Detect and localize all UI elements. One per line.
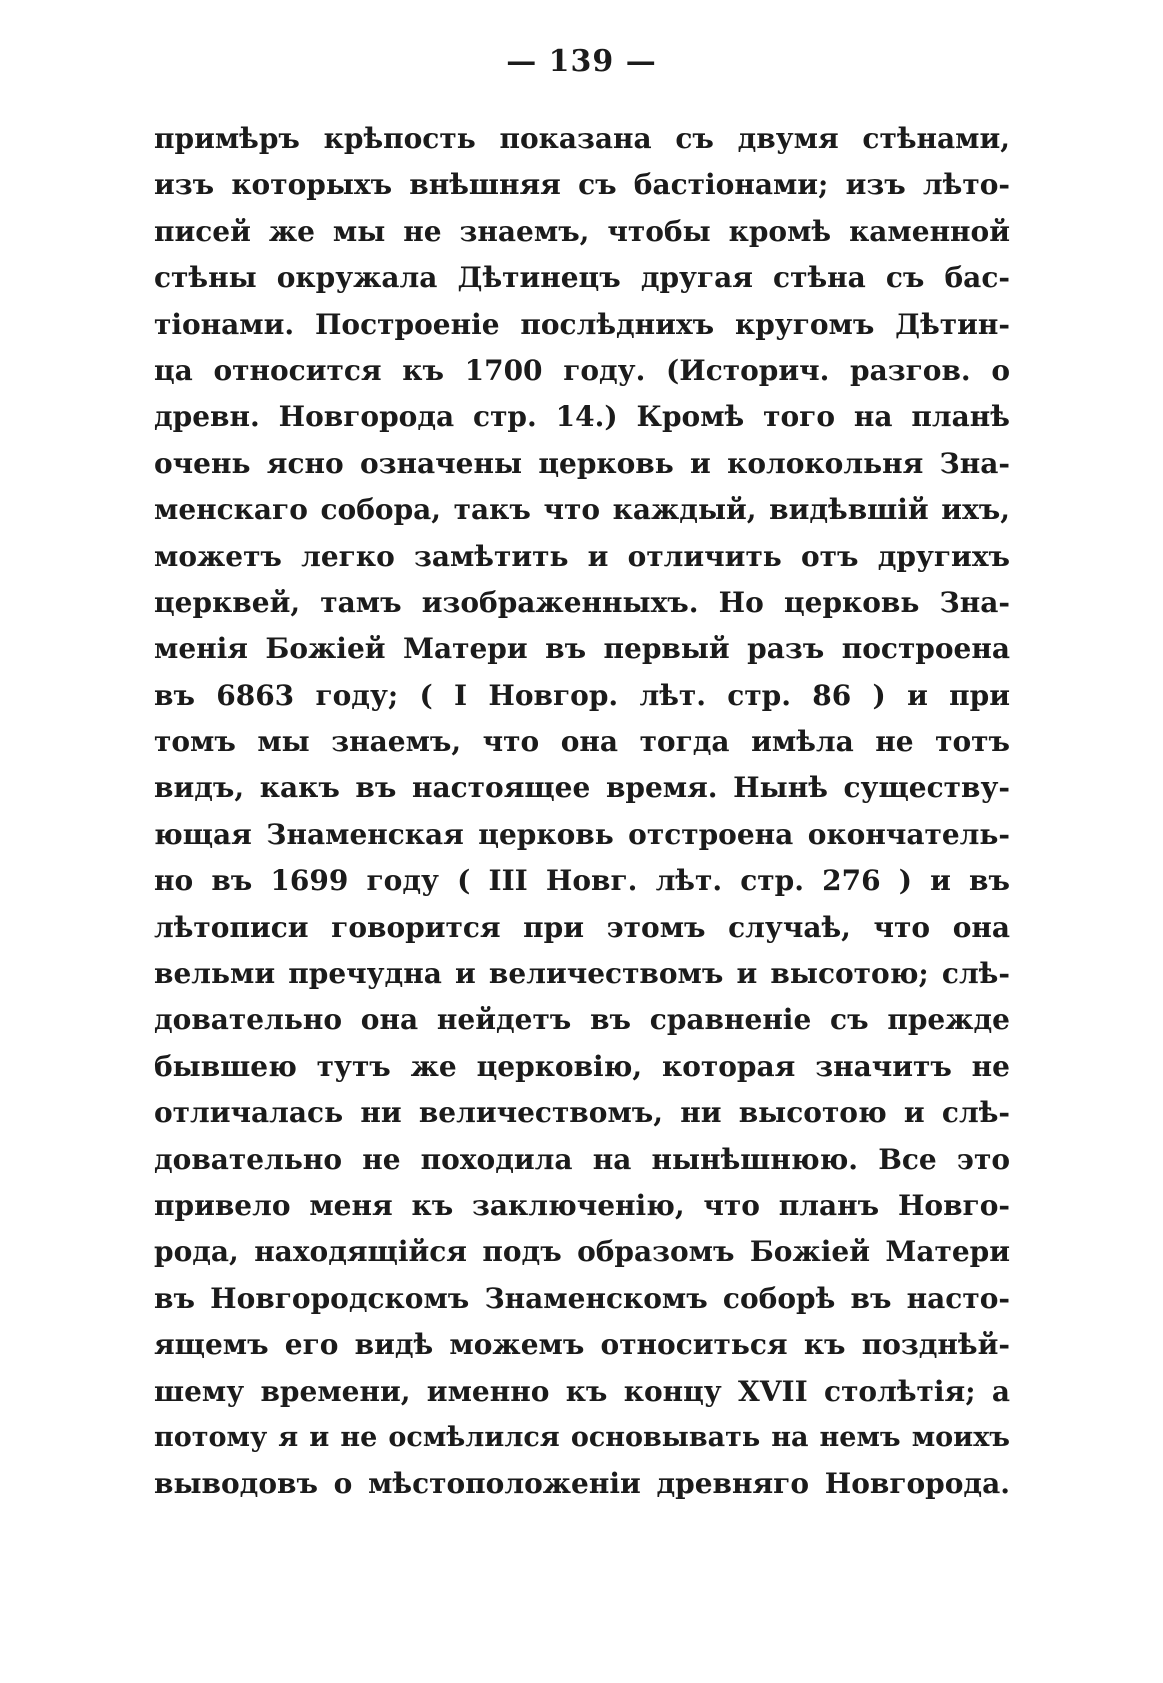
- text-line: можетъ легко замѣтить и отличить отъ другихъ: [154, 539, 1010, 573]
- text-line: тіонами. Построеніе послѣднихъ кругомъ Дѣтин-: [154, 307, 1010, 341]
- text-line: въ 6863 году; ( I Новгор. лѣт. стр. 86 ) и при: [154, 678, 1010, 712]
- page-number: — 139 —: [506, 44, 657, 79]
- text-line: церквей, тамъ изображенныхъ. Но церковь Зна-: [154, 585, 1010, 619]
- text-line: бывшею тутъ же церковію, которая значитъ не: [154, 1049, 1010, 1083]
- body-text: [154, 116, 1010, 1508]
- text-line: отличалась ни величествомъ, ни высотою и слѣ-: [154, 1096, 1010, 1130]
- text-line: довательно она нейдетъ въ сравненіе съ прежде: [154, 1003, 1010, 1037]
- text-line: рода, находящійся подъ образомъ Божіей Матери: [154, 1235, 1010, 1269]
- text-line: шему времени, именно къ концу XVII столѣтія; а: [154, 1374, 1010, 1408]
- text-line: менскаго собора, такъ что каждый, видѣвшій ихъ,: [154, 493, 1010, 527]
- text-line: видъ, какъ въ настоящее время. Нынѣ существу-: [154, 771, 1010, 805]
- text-line: но въ 1699 году ( III Новг. лѣт. стр. 276 ) и въ: [154, 864, 1010, 898]
- text-line: примѣръ крѣпость показана съ двумя стѣнами,: [154, 122, 1010, 155]
- text-line: очень ясно означены церковь и колокольня Зна-: [154, 446, 1010, 480]
- text-line: древн. Новгорода стр. 14.) Кромѣ того на планѣ: [154, 400, 1010, 434]
- text-line: менія Божіей Матери въ первый разъ построена: [154, 632, 1010, 666]
- text-line: писей же мы не знаемъ, чтобы кромѣ каменной: [154, 214, 1010, 248]
- text-line: ца относится къ 1700 году. (Историч. разгов. о: [154, 353, 1010, 387]
- text-line: ющая Знаменская церковь отстроена окончатель-: [154, 817, 1010, 851]
- text-line: выводовъ о мѣстоположеніи древняго Новгорода.: [154, 1467, 1010, 1501]
- text-line: въ Новгородскомъ Знаменскомъ соборѣ въ насто-: [154, 1281, 1010, 1315]
- text-line: изъ которыхъ внѣшняя съ бастіонами; изъ лѣто-: [154, 168, 1010, 202]
- text-line: томъ мы знаемъ, что она тогда имѣла не тотъ: [154, 725, 1010, 759]
- text-line: привело меня къ заключенію, что планъ Новго-: [154, 1188, 1010, 1222]
- text-line: лѣтописи говорится при этомъ случаѣ, что она: [154, 910, 1010, 944]
- text-line: потому я и не осмѣлился основывать на немъ моихъ: [154, 1421, 1010, 1453]
- text-line: вельми пречудна и величествомъ и высотою; слѣ-: [154, 957, 1010, 991]
- text-line: довательно не походила на нынѣшнюю. Все это: [154, 1142, 1010, 1176]
- text-line: ящемъ его видѣ можемъ относиться къ позднѣй-: [154, 1328, 1010, 1362]
- text-line: стѣны окружала Дѣтинецъ другая стѣна съ бас-: [154, 261, 1010, 295]
